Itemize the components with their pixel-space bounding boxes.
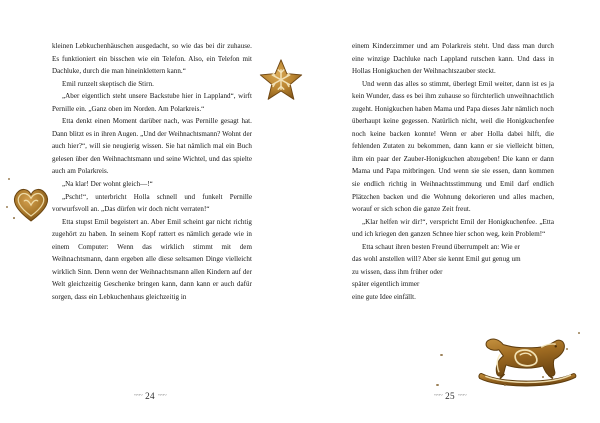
folio-ornament-right-icon: ~~~ (157, 393, 167, 399)
body-text-right (352, 40, 554, 303)
folio-number: 24 (145, 391, 155, 401)
page-number-left (0, 391, 300, 401)
folio-ornament-left-icon: ~~~ (133, 393, 143, 399)
folio-ornament-left-icon: ~~~ (433, 393, 443, 399)
paragraph: „Aber eigentlich steht unsere Backstube hier in Lappland“, wirft Pernille ein. „Ganz oben im Norden. Am Polarkreis.“ (52, 92, 252, 113)
paragraph: kleinen Lebkuchenhäuschen ausgedacht, so wie das bei dir zuhause. Es funktioniert ein bisschen wie ein Telefon. Also, ein Telefon mit Dachluke, durch die man hineinklettern kann.“ (52, 42, 252, 76)
page-number-right (300, 391, 600, 401)
paragraph-line: das wohl anstellen will? Aber sie kennt Emil gut genug um (352, 255, 521, 264)
paragraph: „Na klar! Der wohnt gleich—!“ (62, 180, 153, 189)
folio-ornament-right-icon: ~~~ (457, 393, 467, 399)
paragraph: Und wenn das alles so stimmt, überlegt Emil weiter, dann ist es ja kein Wunder, dass es bei ihm zuhause so fürchterlich unweihnachtlich zugeht. Honigkuchen haben Mama und Papa dieses Jahr nämlich noch überhaupt keine gegessen. Natürlich nicht, weil die Honigkuchenfee noch keine backen konnte! Wenn er aber Holla dabei hilft, die fehlenden Zutaten zu bekommen, dann kann er sie vielleicht bitten, ihm ein paar der Zauber-Honigkuchen abzugeben! Die kann er dann Mama und Papa mitbringen. Und wenn sie sie essen, dann kommen sie endlich richtig in Weihnachtsstimmung und Emil darf endlich Plätzchen backen und die Wohnung dekorieren und alles machen, worauf er sich schon die ganze Zeit freut. (352, 79, 554, 214)
paragraph-line: eine gute Idee einfällt. (352, 292, 416, 301)
paragraph: „Klar helfen wir dir!“, verspricht Emil der Honigkuchenfee. „Etta und ich kriegen den ganzen Schnee hier schon weg, kein Problem!“ (352, 217, 554, 239)
paragraph-line: Etta schaut ihren besten Freund überrumpelt an: Wie er (362, 242, 520, 251)
paragraph: Etta stupst Emil begeistert an. Aber Emil scheint gar nicht richtig zugehört zu haben. In seinem Kopf rattert es nämlich gerade wie in einem Computer: Wenn das wirklich stimmt mit dem Weihnachtsmann, dann ergeben alle diese seltsamen Dinge vielleicht wirklich Sinn. Denn wenn der Weihnachtsmann allen Kindern auf der Welt gleichzeitig Geschenke bringen kann, dann kann er auch dafür sorgen, dass ein Lebkuchenhaus gleichzeitig in (52, 217, 252, 301)
page-right (300, 0, 600, 423)
paragraph: Emil runzelt skeptisch die Stirn. (62, 79, 154, 88)
paragraph: „Pscht!“, unterbricht Holla schnell und funkelt Pernille vorwurfsvoll an. „Das dürfen wir doch nicht verraten!“ (52, 192, 252, 214)
paragraph-line: zu wissen, dass ihm früher oder (352, 267, 443, 276)
folio-number: 25 (445, 391, 455, 401)
paragraph-line: später eigentlich immer (352, 280, 420, 289)
paragraph: Etta denkt einen Moment darüber nach, was Pernille gesagt hat. Dann blitzt es in ihren Augen. „Und der Weihnachtsmann? Wohnt der auch hier?“, will sie neugierig wissen. Sie hat nämlich mal ein Buch gelesen über den Weihnachtsmann und seine Wichtel, und das spielte auch am Polarkreis. (52, 117, 252, 176)
paragraph: einem Kinderzimmer und am Polarkreis steht. Und dass man durch eine winzige Dachluke nach Lappland rutschen kann. Und dass in Hollas Honigkuchen der Weihnachtszauber steckt. (352, 42, 554, 76)
body-text-left (52, 40, 252, 303)
